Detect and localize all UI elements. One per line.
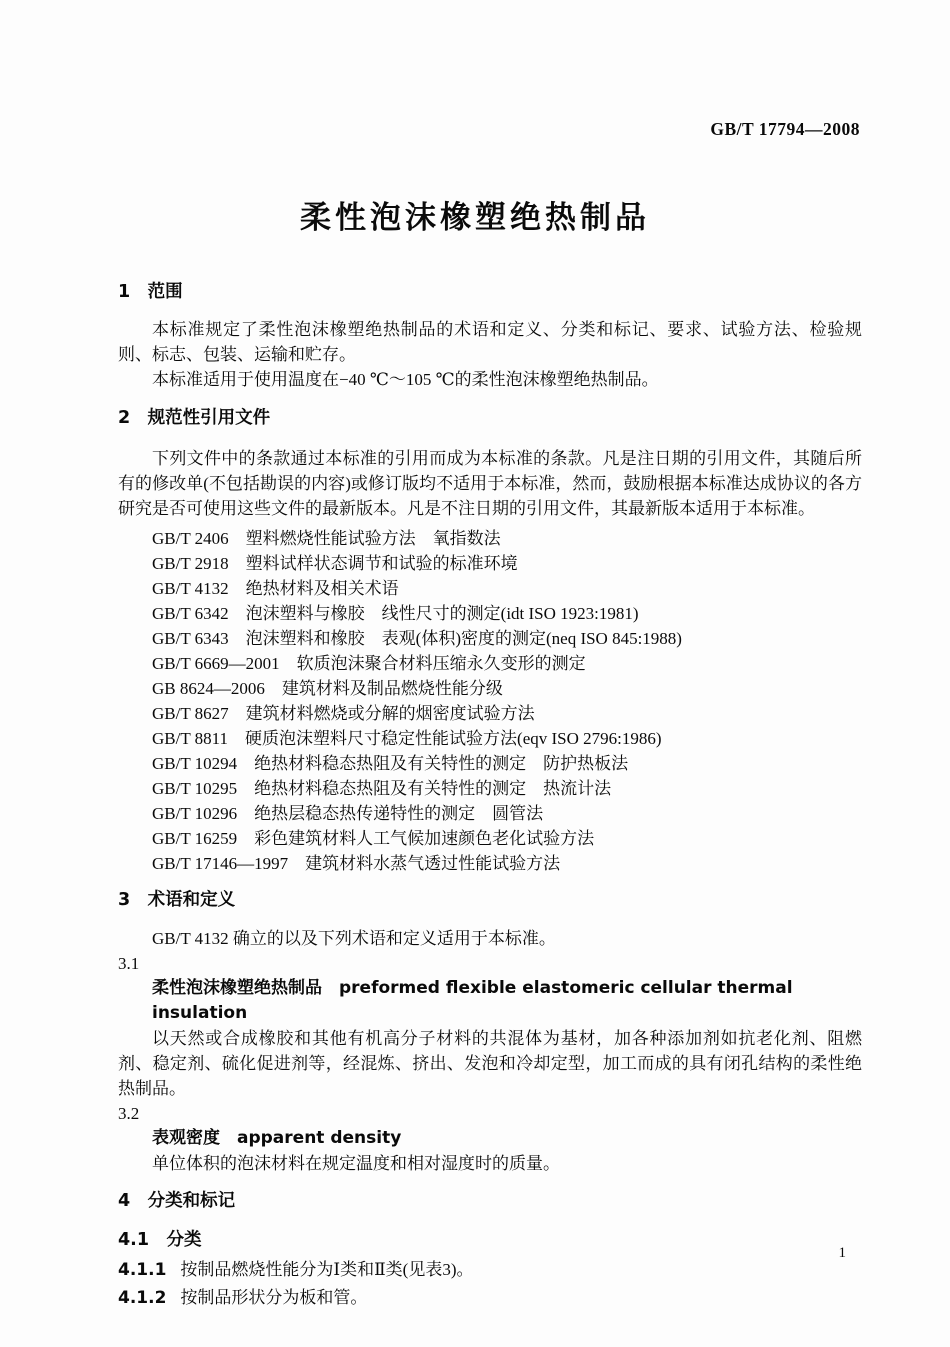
reference-item: GB/T 10296 绝热层稳态热传递特性的测定 圆管法 <box>152 804 544 823</box>
reference-item: GB/T 8627 建筑材料燃烧或分解的烟密度试验方法 <box>152 704 535 723</box>
term-definition-3-2: 单位体积的泡沫材料在规定温度和相对湿度时的质量。 <box>152 1154 560 1173</box>
section-heading-normative-references: 2 规范性引用文件 <box>118 408 271 428</box>
reference-item: GB/T 6669—2001 软质泡沫聚合材料压缩永久变形的测定 <box>152 654 586 673</box>
reference-item: GB/T 6342 泡沫塑料与橡胶 线性尺寸的测定(idt ISO 1923:1981) <box>152 604 639 623</box>
standard-code: GB/T 17794—2008 <box>710 119 860 139</box>
section-heading-scope: 1 范围 <box>118 282 183 302</box>
reference-item: GB/T 10295 绝热材料稳态热阻及有关特性的测定 热流计法 <box>152 779 612 798</box>
term-title-3-2: 表观密度 apparent density <box>152 1128 402 1148</box>
term-number-3-1: 3.1 <box>118 954 140 973</box>
term-definition-3-1: 以天然或合成橡胶和其他有机高分子材料的共混体为基材，加各种添加剂如抗老化剂、阻燃剂、稳定剂、硫化促进剂等，经混炼、挤出、发泡和冷却定型，加工而成的具有闭孔结构的柔性绝热制品。 <box>118 1029 862 1098</box>
page-number: 1 <box>838 1245 846 1261</box>
scope-paragraph-2: 本标准适用于使用温度在−40 ℃～105 ℃的柔性泡沫橡塑绝热制品。 <box>152 370 659 389</box>
reference-item: GB 8624—2006 建筑材料及制品燃烧性能分级 <box>152 679 503 698</box>
scope-paragraph-1: 本标准规定了柔性泡沫橡塑绝热制品的术语和定义、分类和标记、要求、试验方法、检验规则、标志、包装、运输和贮存。 <box>118 320 862 364</box>
reference-item: GB/T 2918 塑料试样状态调节和试验的标准环境 <box>152 554 518 573</box>
clause-number: 4.1.1 <box>118 1260 167 1280</box>
section-heading-classification: 4 分类和标记 <box>118 1191 236 1211</box>
clause-4-1-1 <box>118 1257 862 1283</box>
normative-references-list <box>118 526 862 876</box>
clause-text: 按制品形状分为板和管。 <box>180 1288 368 1307</box>
clause-number: 4.1.2 <box>118 1288 167 1308</box>
reference-item: GB/T 10294 绝热材料稳态热阻及有关特性的测定 防护热板法 <box>152 754 629 773</box>
clause-4-1-2 <box>118 1285 862 1311</box>
reference-item: GB/T 6343 泡沫塑料和橡胶 表观(体积)密度的测定(neq ISO 845:1988) <box>152 629 682 648</box>
document-body <box>118 272 862 1311</box>
term-title-3-1: 柔性泡沫橡塑绝热制品 preformed flexible elastomeric cellular thermal insulation <box>152 978 793 1023</box>
page-title: 柔性泡沫橡塑绝热制品 <box>300 200 650 236</box>
clause-text: 按制品燃烧性能分为Ⅰ类和Ⅱ类(见表3)。 <box>180 1260 474 1279</box>
reference-item: GB/T 4132 绝热材料及相关术语 <box>152 579 399 598</box>
subsection-heading-4-1: 4.1 分类 <box>118 1230 202 1250</box>
reference-item: GB/T 2406 塑料燃烧性能试验方法 氧指数法 <box>152 529 501 548</box>
reference-item: GB/T 16259 彩色建筑材料人工气候加速颜色老化试验方法 <box>152 829 595 848</box>
reference-item: GB/T 8811 硬质泡沫塑料尺寸稳定性能试验方法(eqv ISO 2796:1986) <box>152 729 662 748</box>
reference-item: GB/T 17146—1997 建筑材料水蒸气透过性能试验方法 <box>152 854 561 873</box>
term-number-3-2: 3.2 <box>118 1104 140 1123</box>
section-heading-terms: 3 术语和定义 <box>118 890 236 910</box>
terms-intro: GB/T 4132 确立的以及下列术语和定义适用于本标准。 <box>152 929 556 948</box>
normative-references-intro: 下列文件中的条款通过本标准的引用而成为本标准的条款。凡是注日期的引用文件，其随后所有的修改单(不包括勘误的内容)或修订版均不适用于本标准，然而，鼓励根据本标准达成协议的各方研究是否可使用这些文件的最新版本。凡是不注日期的引用文件，其最新版本适用于本标准。 <box>118 449 862 518</box>
